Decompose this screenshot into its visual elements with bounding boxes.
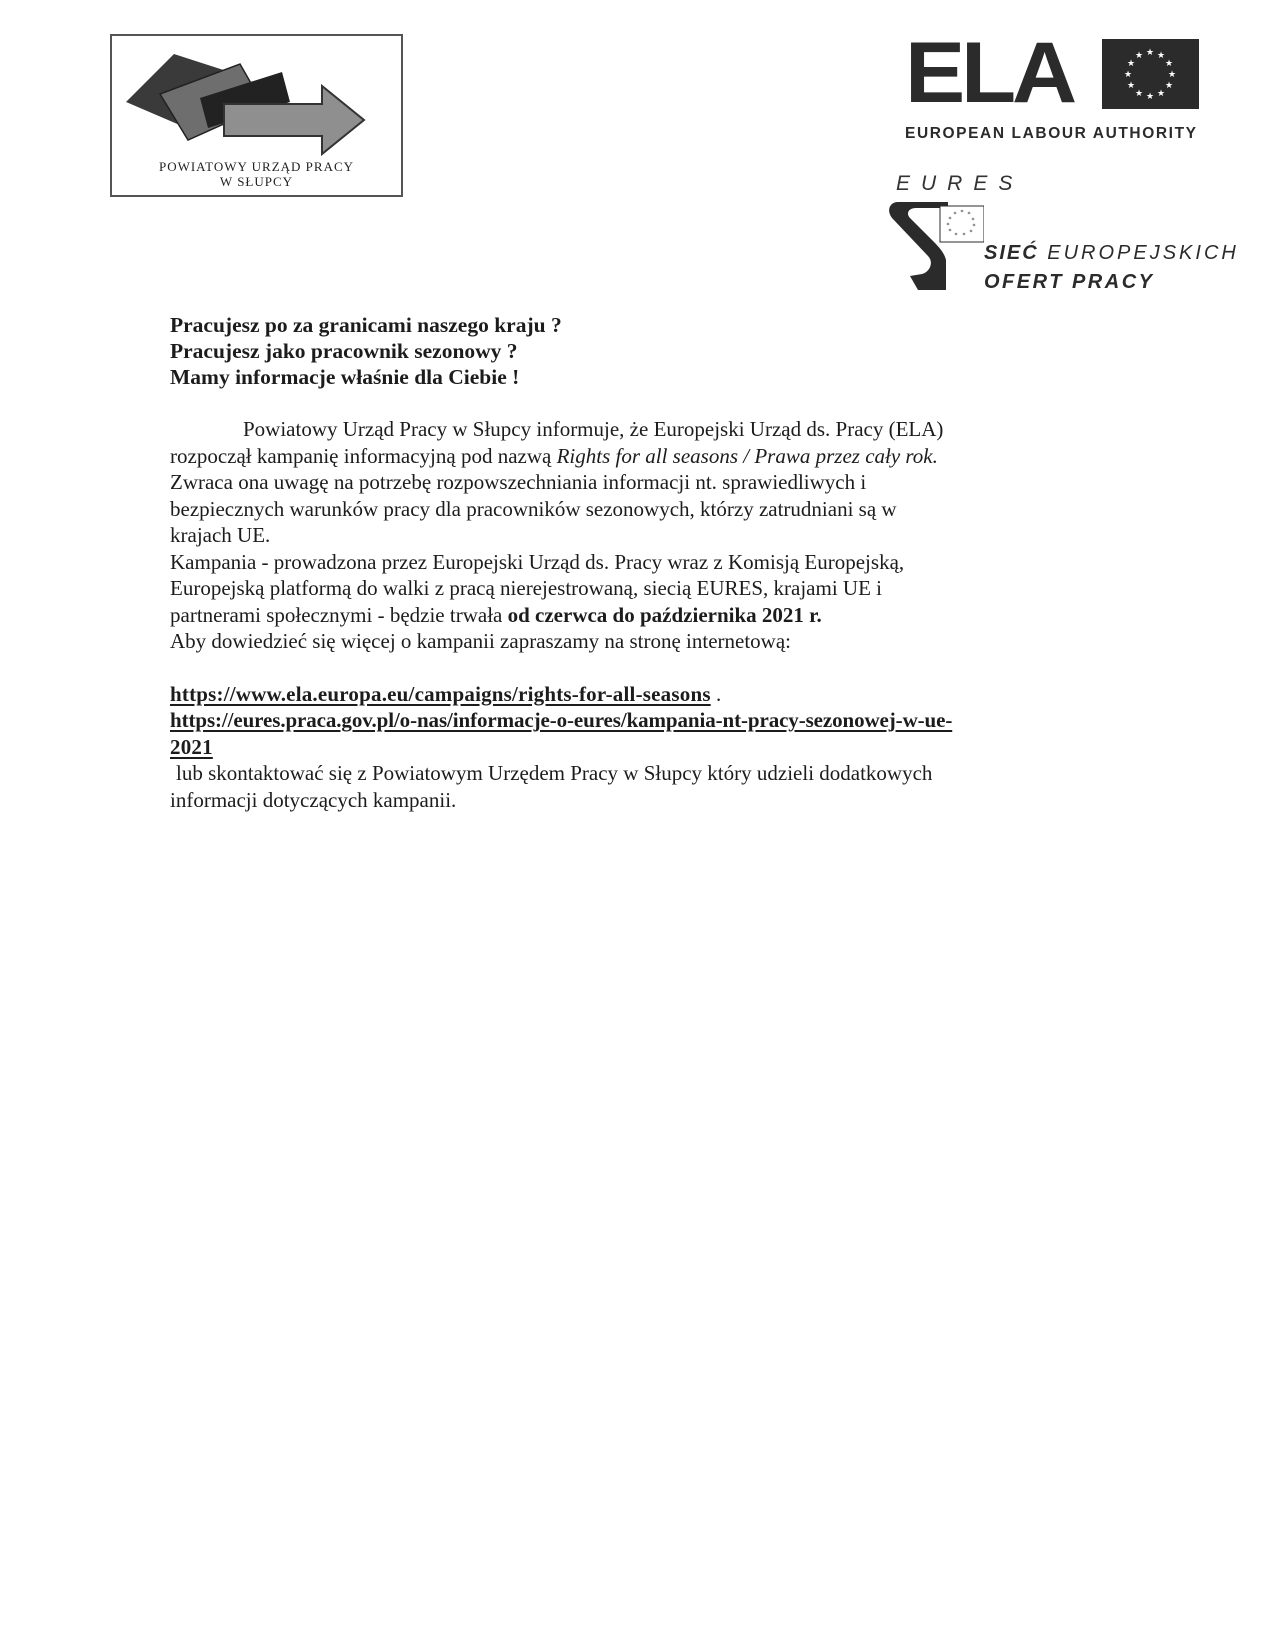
- headline: [170, 312, 1130, 390]
- eures-s-icon: [888, 200, 984, 292]
- headline-line-3: Mamy informacje właśnie dla Ciebie !: [170, 365, 520, 389]
- eu-stars-circle-icon: [1102, 39, 1199, 109]
- eures-wordmark: EURES: [896, 172, 1024, 195]
- svg-text:*: *: [962, 232, 966, 239]
- paragraph-intro: [170, 416, 1130, 655]
- eures-logo: [888, 172, 1238, 297]
- document-body: [170, 312, 1130, 813]
- svg-text:★: ★: [1164, 81, 1174, 91]
- eures-campaign-link[interactable]: https://eures.praca.gov.pl/o-nas/informacje-o-eures/kampania-nt-pracy-sezonowej-w-ue-: [170, 708, 953, 732]
- svg-text:*: *: [946, 222, 950, 229]
- svg-text:*: *: [971, 217, 975, 224]
- intro-line-4: bezpiecznych warunków pracy dla pracowników sezonowych, którzy zatrudniani są w: [170, 496, 897, 521]
- eures-tagline-2: OFERT PRACY: [984, 271, 1155, 293]
- intro-line-5: krajach UE.: [170, 523, 271, 547]
- ela-full-name: EUROPEAN LABOUR AUTHORITY: [905, 125, 1198, 142]
- svg-text:*: *: [960, 209, 964, 216]
- link-2-line-1: [170, 707, 1130, 734]
- eures-tagline-light: EUROPEJSKICH: [1038, 242, 1239, 264]
- campaign-line-1: Kampania - prowadzona przez Europejski Urząd ds. Pracy wraz z Komisją Europejską,: [170, 549, 905, 574]
- svg-text:★: ★: [1167, 70, 1177, 80]
- svg-text:★: ★: [1123, 70, 1133, 80]
- svg-text:*: *: [948, 216, 952, 223]
- svg-text:*: *: [953, 211, 957, 218]
- svg-text:★: ★: [1145, 92, 1155, 102]
- links-block: [170, 681, 1130, 814]
- link-2-line-2: [170, 734, 1130, 761]
- campaign-dates: od czerwca do października 2021 r.: [507, 602, 822, 627]
- website-invite: Aby dowiedzieć się więcej o kampanii zapraszamy na stronę internetową:: [170, 629, 792, 653]
- ela-logo: [905, 25, 1205, 145]
- eures-campaign-link-continued[interactable]: 2021: [170, 734, 213, 759]
- closing-line-2: informacji dotyczących kampanii.: [170, 787, 457, 812]
- pup-logo-line2: W SŁUPCY: [219, 174, 294, 189]
- intro-line-2: [170, 443, 1130, 470]
- ela-letters: ELA: [905, 25, 1073, 121]
- campaign-line-3-text: partnerami społecznymi - będzie trwała: [170, 602, 508, 627]
- svg-text:*: *: [948, 228, 952, 235]
- svg-text:★: ★: [1134, 51, 1144, 61]
- campaign-line-2: Europejską platformą do walki z pracą nierejestrowaną, siecią EURES, krajami UE i: [170, 576, 882, 600]
- closing-line-1: lub skontaktować się z Powiatowym Urzędem Pracy w Słupcy który udzieli dodatkowych: [176, 761, 933, 785]
- svg-text:*: *: [969, 229, 973, 236]
- eures-tagline-1: [984, 242, 1239, 265]
- pup-logo-line1: POWIATOWY URZĄD PRACY: [158, 159, 355, 174]
- eures-tagline-bold: SIEĆ: [984, 242, 1039, 264]
- svg-text:★: ★: [1156, 89, 1166, 99]
- eu-flag-icon: [1102, 39, 1199, 109]
- svg-text:*: *: [954, 232, 958, 239]
- link-1-line: [170, 681, 1130, 708]
- svg-text:★: ★: [1145, 48, 1155, 58]
- campaign-line-3: [170, 602, 1130, 629]
- campaign-name: Rights for all seasons / Prawa przez cały rok.: [556, 443, 938, 468]
- headline-line-1: Pracujesz po za granicami naszego kraju ?: [170, 313, 562, 337]
- ela-campaign-link[interactable]: https://www.ela.europa.eu/campaigns/rights-for-all-seasons: [170, 681, 711, 706]
- pup-slupca-logo: [110, 34, 403, 197]
- intro-line-1: Powiatowy Urząd Pracy w Słupcy informuje, że Europejski Urząd ds. Pracy (ELA): [243, 417, 944, 441]
- svg-text:★: ★: [1126, 59, 1136, 69]
- headline-line-2: Pracujesz jako pracownik sezonowy ?: [170, 339, 518, 363]
- svg-text:★: ★: [1126, 81, 1136, 91]
- svg-text:*: *: [972, 223, 976, 230]
- intro-line-2-text: rozpoczął kampanię informacyjną pod nazwą: [170, 443, 557, 468]
- svg-text:*: *: [967, 211, 971, 218]
- svg-text:★: ★: [1156, 51, 1166, 61]
- intro-line-3: Zwraca ona uwagę na potrzebę rozpowszechniania informacji nt. sprawiedliwych i: [170, 470, 867, 494]
- svg-text:★: ★: [1164, 59, 1174, 69]
- svg-text:★: ★: [1134, 89, 1144, 99]
- link-1-suffix: .: [710, 681, 722, 706]
